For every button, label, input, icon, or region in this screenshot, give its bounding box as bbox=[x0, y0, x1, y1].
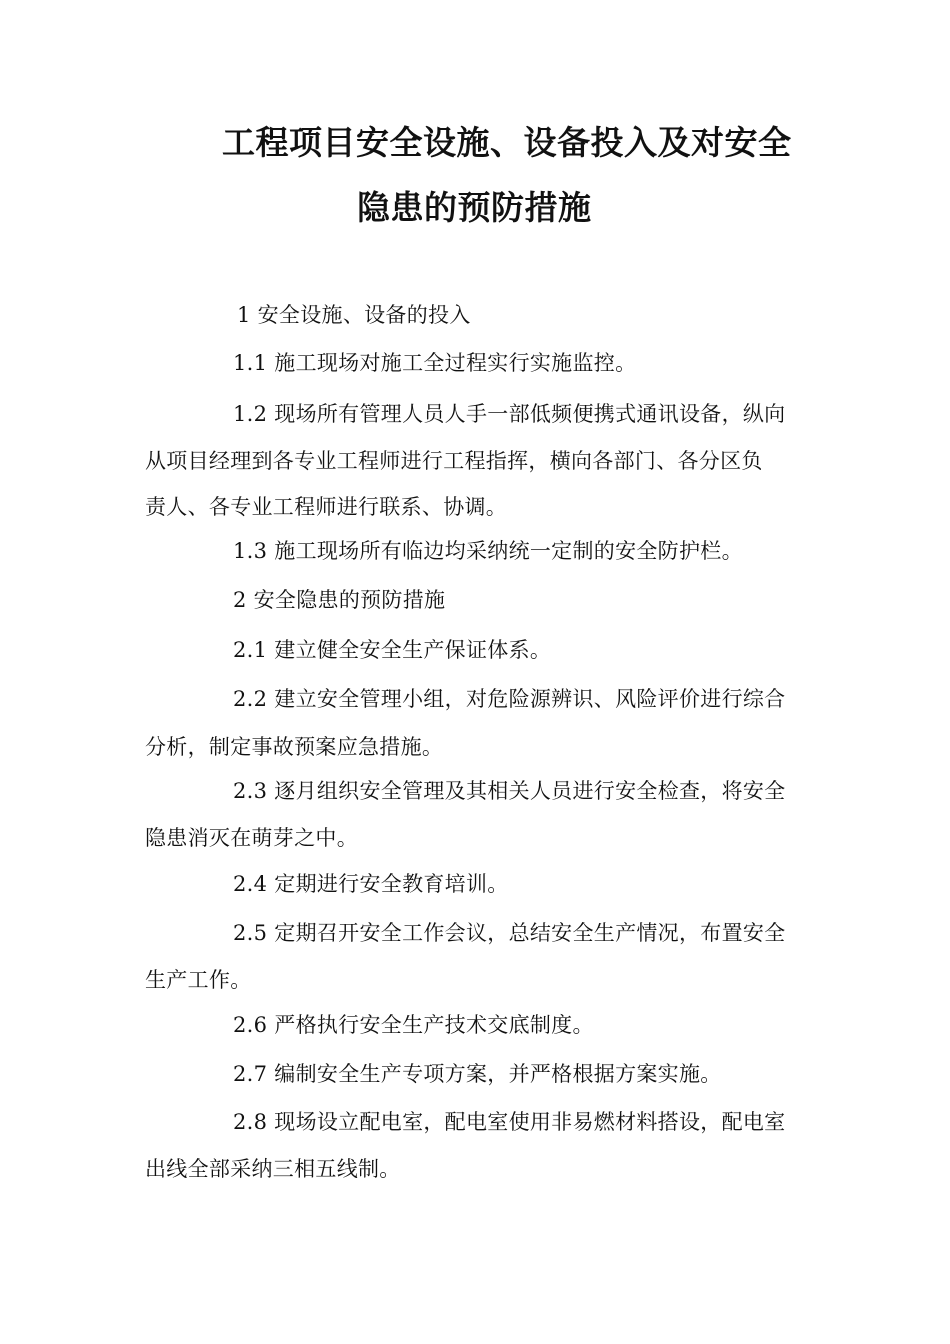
paragraph-line: 2.8 现场设立配电室，配电室使用非易燃材料搭设，配电室 bbox=[233, 1110, 786, 1134]
paragraph-line: 出线全部采纳三相五线制。 bbox=[145, 1157, 401, 1181]
document-title-line-2: 隐患的预防措施 bbox=[357, 188, 592, 227]
paragraph-line: 2.6 严格执行安全生产技术交底制度。 bbox=[233, 1013, 594, 1037]
paragraph-line: 2.2 建立安全管理小组，对危险源辨识、风险评价进行综合 bbox=[233, 687, 786, 711]
document-title-line-1: 工程项目安全设施、设备投入及对安全 bbox=[222, 123, 792, 162]
paragraph-line: 2.4 定期进行安全教育培训。 bbox=[233, 872, 509, 896]
paragraph-line: 2.5 定期召开安全工作会议，总结安全生产情况，布置安全 bbox=[233, 921, 786, 945]
paragraph-line: 2.1 建立健全安全生产保证体系。 bbox=[233, 638, 552, 662]
paragraph-line: 从项目经理到各专业工程师进行工程指挥，横向各部门、各分区负 bbox=[145, 449, 763, 473]
paragraph-line: 分析，制定事故预案应急措施。 bbox=[145, 735, 444, 759]
paragraph-line: 1.1 施工现场对施工全过程实行实施监控。 bbox=[233, 351, 637, 375]
paragraph-line: 1.2 现场所有管理人员人手一部低频便携式通讯设备，纵向 bbox=[233, 402, 786, 426]
paragraph-line: 1.3 施工现场所有临边均采纳统一定制的安全防护栏。 bbox=[233, 539, 743, 563]
paragraph-line: 生产工作。 bbox=[145, 968, 252, 992]
paragraph-line: 2.7 编制安全生产专项方案，并严格根据方案实施。 bbox=[233, 1062, 722, 1086]
paragraph-line: 责人、各专业工程师进行联系、协调。 bbox=[145, 495, 508, 519]
section-heading: 2 安全隐患的预防措施 bbox=[233, 588, 446, 612]
paragraph-line: 隐患消灭在萌芽之中。 bbox=[145, 826, 358, 850]
section-heading: 1 安全设施、设备的投入 bbox=[237, 303, 471, 327]
paragraph-line: 2.3 逐月组织安全管理及其相关人员进行安全检查，将安全 bbox=[233, 779, 786, 803]
